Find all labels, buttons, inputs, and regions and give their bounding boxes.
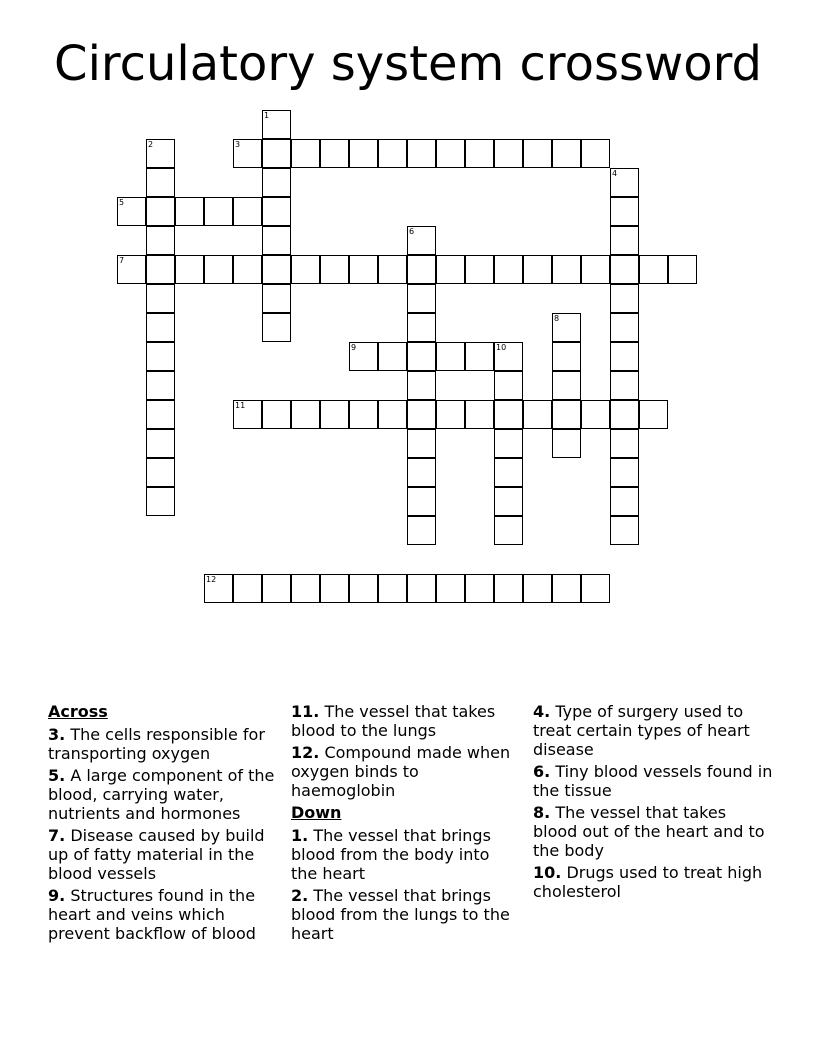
- grid-cell[interactable]: [146, 255, 175, 284]
- clue-column-1: [48, 702, 280, 946]
- grid-cell[interactable]: [407, 342, 436, 371]
- grid-cell[interactable]: [320, 255, 349, 284]
- grid-cell[interactable]: [436, 139, 465, 168]
- grid-cell[interactable]: [552, 574, 581, 603]
- grid-cell[interactable]: [494, 139, 523, 168]
- grid-cell[interactable]: [407, 487, 436, 516]
- grid-cell[interactable]: [291, 139, 320, 168]
- grid-cell[interactable]: [465, 400, 494, 429]
- grid-cell[interactable]: [233, 574, 262, 603]
- clue-column-2: [291, 702, 516, 946]
- grid-clue-number: 5: [119, 198, 125, 207]
- grid-cell[interactable]: [407, 516, 436, 545]
- grid-clue-number: 6: [409, 227, 415, 236]
- grid-cell[interactable]: [523, 400, 552, 429]
- grid-cell[interactable]: [175, 255, 204, 284]
- grid-cell[interactable]: [349, 574, 378, 603]
- grid-cell[interactable]: [146, 226, 175, 255]
- clue-down-4: 4. Type of surgery used to treat certain types of heart disease: [533, 702, 750, 759]
- grid-cell[interactable]: [552, 400, 581, 429]
- grid-cell[interactable]: [581, 574, 610, 603]
- grid-cell[interactable]: [146, 458, 175, 487]
- grid-cell[interactable]: [552, 255, 581, 284]
- grid-cell[interactable]: [523, 139, 552, 168]
- grid-cell[interactable]: [378, 574, 407, 603]
- grid-cell[interactable]: [610, 487, 639, 516]
- clue-across-3: 3. The cells responsible for transporting oxygen: [48, 725, 265, 763]
- grid-cell[interactable]: [610, 313, 639, 342]
- grid-cell[interactable]: [552, 139, 581, 168]
- clue-down-6: 6. Tiny blood vessels found in the tissue: [533, 762, 773, 800]
- grid-cell[interactable]: [407, 429, 436, 458]
- grid-cell[interactable]: [610, 516, 639, 545]
- grid-cell[interactable]: [146, 168, 175, 197]
- grid-cell[interactable]: [581, 139, 610, 168]
- grid-clue-number: 2: [148, 140, 154, 149]
- grid-cell[interactable]: [146, 429, 175, 458]
- grid-cell[interactable]: [378, 139, 407, 168]
- grid-cell[interactable]: [494, 371, 523, 400]
- grid-cell[interactable]: [291, 400, 320, 429]
- clue-down-1: 1. The vessel that brings blood from the body into the heart: [291, 826, 491, 883]
- grid-cell[interactable]: [146, 400, 175, 429]
- grid-cell[interactable]: [349, 139, 378, 168]
- grid-clue-number: 7: [119, 256, 125, 265]
- grid-cell[interactable]: [204, 197, 233, 226]
- grid-cell[interactable]: [146, 487, 175, 516]
- grid-cell[interactable]: [146, 284, 175, 313]
- grid-cell[interactable]: [494, 574, 523, 603]
- grid-cell[interactable]: [407, 313, 436, 342]
- grid-cell[interactable]: [523, 255, 552, 284]
- grid-cell[interactable]: [407, 574, 436, 603]
- grid-cell[interactable]: [233, 197, 262, 226]
- grid-cell[interactable]: [465, 574, 494, 603]
- grid-cell[interactable]: [262, 284, 291, 313]
- grid-cell[interactable]: [494, 429, 523, 458]
- grid-cell[interactable]: [494, 255, 523, 284]
- grid-clue-number: 1: [264, 111, 270, 120]
- grid-clue-number: 3: [235, 140, 241, 149]
- clue-across-7: 7. Disease caused by build up of fatty material in the blood vessels: [48, 826, 265, 883]
- grid-cell[interactable]: [610, 458, 639, 487]
- grid-cell[interactable]: [262, 226, 291, 255]
- grid-cell[interactable]: [494, 487, 523, 516]
- grid-cell[interactable]: [494, 516, 523, 545]
- grid-cell[interactable]: [407, 284, 436, 313]
- clue-across-12: 12. Compound made when oxygen binds to haemoglobin: [291, 743, 511, 800]
- page-title: Circulatory system crossword: [54, 36, 762, 92]
- grid-cell[interactable]: [436, 400, 465, 429]
- grid-cell[interactable]: [146, 342, 175, 371]
- grid-cell[interactable]: [291, 574, 320, 603]
- grid-cell[interactable]: [407, 458, 436, 487]
- grid-cell[interactable]: [494, 458, 523, 487]
- grid-cell[interactable]: [610, 342, 639, 371]
- grid-cell[interactable]: [320, 574, 349, 603]
- clue-across-5: 5. A large component of the blood, carrying water, nutrients and hormones: [48, 766, 275, 823]
- grid-cell[interactable]: [407, 255, 436, 284]
- grid-cell[interactable]: [320, 400, 349, 429]
- grid-cell[interactable]: [610, 197, 639, 226]
- grid-cell[interactable]: [146, 197, 175, 226]
- grid-cell[interactable]: [407, 371, 436, 400]
- grid-cell[interactable]: [436, 255, 465, 284]
- grid-cell[interactable]: [262, 168, 291, 197]
- grid-cell[interactable]: [465, 342, 494, 371]
- grid-cell[interactable]: [610, 400, 639, 429]
- grid-cell[interactable]: [639, 400, 668, 429]
- grid-cell[interactable]: [262, 574, 291, 603]
- grid-clue-number: 12: [206, 575, 217, 584]
- grid-cell[interactable]: [610, 429, 639, 458]
- grid-cell[interactable]: [552, 371, 581, 400]
- grid-clue-number: 8: [554, 314, 560, 323]
- grid-clue-number: 11: [235, 401, 246, 410]
- grid-cell[interactable]: [349, 255, 378, 284]
- grid-cell[interactable]: [610, 371, 639, 400]
- grid-cell[interactable]: [175, 197, 204, 226]
- grid-cell[interactable]: [349, 400, 378, 429]
- grid-cell[interactable]: [407, 400, 436, 429]
- grid-cell[interactable]: [291, 255, 320, 284]
- grid-cell[interactable]: [262, 255, 291, 284]
- grid-cell[interactable]: [581, 255, 610, 284]
- grid-cell[interactable]: [436, 574, 465, 603]
- grid-cell[interactable]: [552, 429, 581, 458]
- grid-cell[interactable]: [407, 139, 436, 168]
- grid-cell[interactable]: [378, 342, 407, 371]
- clue-down-8: 8. The vessel that takes blood out of the heart and to the body: [533, 803, 765, 860]
- grid-cell[interactable]: [378, 255, 407, 284]
- grid-cell[interactable]: [610, 284, 639, 313]
- grid-clue-number: 4: [612, 169, 618, 178]
- grid-cell[interactable]: [262, 400, 291, 429]
- grid-cell[interactable]: [523, 574, 552, 603]
- grid-cell[interactable]: [581, 400, 610, 429]
- clue-column-3: [533, 702, 773, 904]
- grid-cell[interactable]: [552, 342, 581, 371]
- clue-across-9: 9. Structures found in the heart and veins which prevent backflow of blood: [48, 886, 256, 943]
- grid-cell[interactable]: [378, 400, 407, 429]
- grid-cell[interactable]: [610, 255, 639, 284]
- down-heading: Down: [291, 803, 342, 822]
- clue-down-10: 10. Drugs used to treat high cholesterol: [533, 863, 763, 901]
- grid-cell[interactable]: [639, 255, 668, 284]
- grid-cell[interactable]: [494, 400, 523, 429]
- clue-across-11: 11. The vessel that takes blood to the lungs: [291, 702, 496, 740]
- grid-cell[interactable]: [262, 313, 291, 342]
- across-heading: Across: [48, 702, 108, 721]
- grid-cell[interactable]: [146, 313, 175, 342]
- grid-clue-number: 10: [496, 343, 507, 352]
- grid-cell[interactable]: [204, 255, 233, 284]
- grid-cell[interactable]: [465, 255, 494, 284]
- grid-cell[interactable]: [262, 139, 291, 168]
- clue-down-2: 2. The vessel that brings blood from the lungs to the heart: [291, 886, 510, 943]
- grid-cell[interactable]: [610, 226, 639, 255]
- grid-cell[interactable]: [436, 342, 465, 371]
- grid-cell[interactable]: [233, 255, 262, 284]
- grid-cell[interactable]: [668, 255, 697, 284]
- grid-cell[interactable]: [146, 371, 175, 400]
- grid-cell[interactable]: [465, 139, 494, 168]
- grid-clue-number: 9: [351, 343, 357, 352]
- grid-cell[interactable]: [262, 197, 291, 226]
- grid-cell[interactable]: [320, 139, 349, 168]
